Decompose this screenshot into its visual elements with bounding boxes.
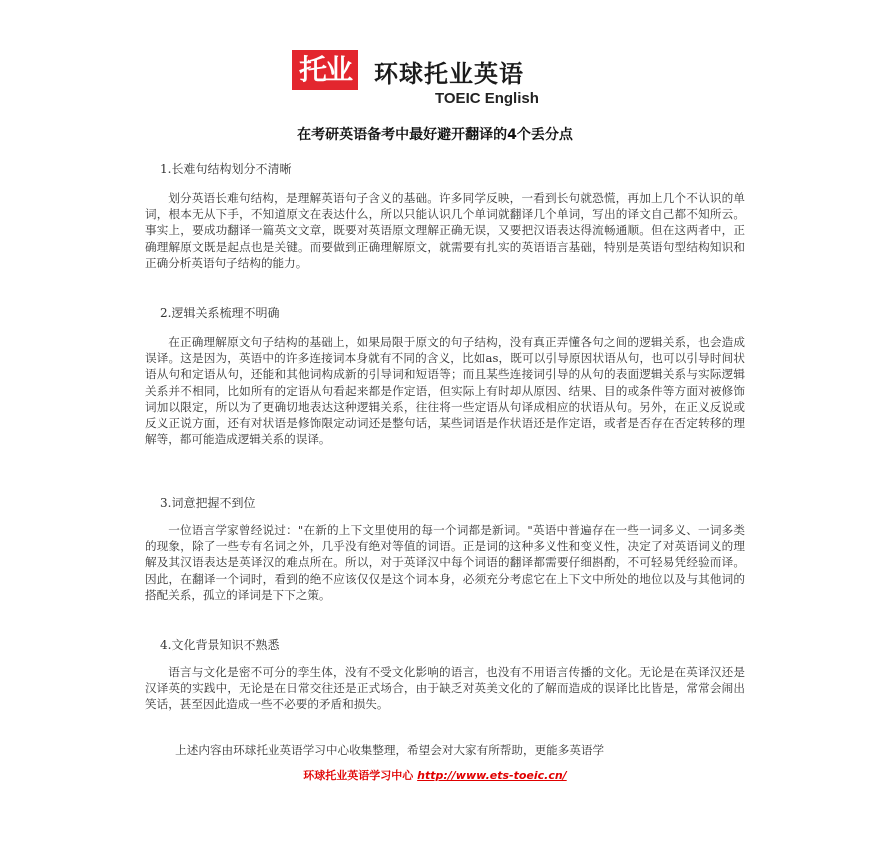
logo-subtitle: TOEIC English xyxy=(435,90,539,107)
footer xyxy=(0,767,870,783)
logo xyxy=(292,50,592,110)
document-title: 在考研英语备考中最好避开翻译的4个丢分点 xyxy=(297,127,573,143)
section-body-1: 划分英语长难句结构，是理解英语句子含义的基础。许多同学反映，一看到长句就恐慌，再加上几个不认识的单词，根本无从下手，不知道原文在表达什么，所以只能认识几个单词就翻译几个单词，写出的译文自己都不知所云。事实上，要成功翻译一篇英文文章，既要对英语原文理解正确无误，又要把汉语表达得流畅通顺。但在这两者中，正确理解原文既是起点也是关键。而要做到正确理解原文，就需要有扎实的英语语言基础，特别是英语句型结构知识和正确分析英语句子结构的能力。 xyxy=(145,191,745,270)
section-body-4: 语言与文化是密不可分的孪生体，没有不受文化影响的语言，也没有不用语言传播的文化。无论是在英译汉还是汉译英的实践中，无论是在日常交往还是正式场合，由于缺乏对英美文化的了解而造成的误译比比皆是，常常会闹出笑话，甚至因此造成一些不必要的矛盾和损失。 xyxy=(145,665,745,712)
section-heading-2: 2.逻辑关系梳理不明确 xyxy=(160,306,280,320)
footer-label: 环球托业英语学习中心 xyxy=(303,769,414,782)
footer-link[interactable]: http://www.ets-toeic.cn/ xyxy=(417,769,567,782)
section-body-3: 一位语言学家曾经说过："在新的上下文里使用的每一个词都是新词。"英语中普遍存在一些一词多义、一词多类的现象，除了一些专有名词之外，几乎没有绝对等值的词语。正是词的这种多义性和变义性，决定了对英语词义的理解及其汉语表达是英译汉的难点所在。所以，对于英译汉中每个词语的翻译都需要仔细斟酌，不可轻易凭经验而译。因此，在翻译一个词时，看到的绝不应该仅仅是这个词本身，必须充分考虑它在上下文中所处的地位以及与其他词的搭配关系，孤立的译词是下下之策。 xyxy=(145,523,745,602)
section-heading-1: 1.长难句结构划分不清晰 xyxy=(160,162,292,176)
section-body-2: 在正确理解原文句子结构的基础上，如果局限于原文的句子结构，没有真正弄懂各句之间的逻辑关系，也会造成误译。这是因为，英语中的许多连接词本身就有不同的含义，比如as，既可以引导原因状语从句，也可以引导时间状语从句和定语从句，还能和其他词构成新的引导词和短语等；而且某些连接词引导的从句的表面逻辑关系与实际逻辑关系并不相同，比如所有的定语从句看起来都是作定语，但实际上有时却从原因、结果、目的或条件等方面对被修饰词加以限定，所以为了更确切地表达这种逻辑关系，往往将一些定语从句译成相应的状语从句。另外，在正义反说或反义正说方面，还有对状语是修饰限定动词还是整句话，某些词语是作状语还是作定语，或者是否存在否定转移的理解等，都可能造成逻辑关系的误译。 xyxy=(145,335,745,447)
section-heading-3: 3.词意把握不到位 xyxy=(160,496,256,510)
section-heading-4: 4.文化背景知识不熟悉 xyxy=(160,638,280,652)
closing-text: 上述内容由环球托业英语学习中心收集整理，希望会对大家有所帮助，更能多英语学 xyxy=(175,743,605,757)
logo-name: 环球托业英语 xyxy=(374,60,524,88)
logo-mark: 托业 xyxy=(292,50,358,90)
